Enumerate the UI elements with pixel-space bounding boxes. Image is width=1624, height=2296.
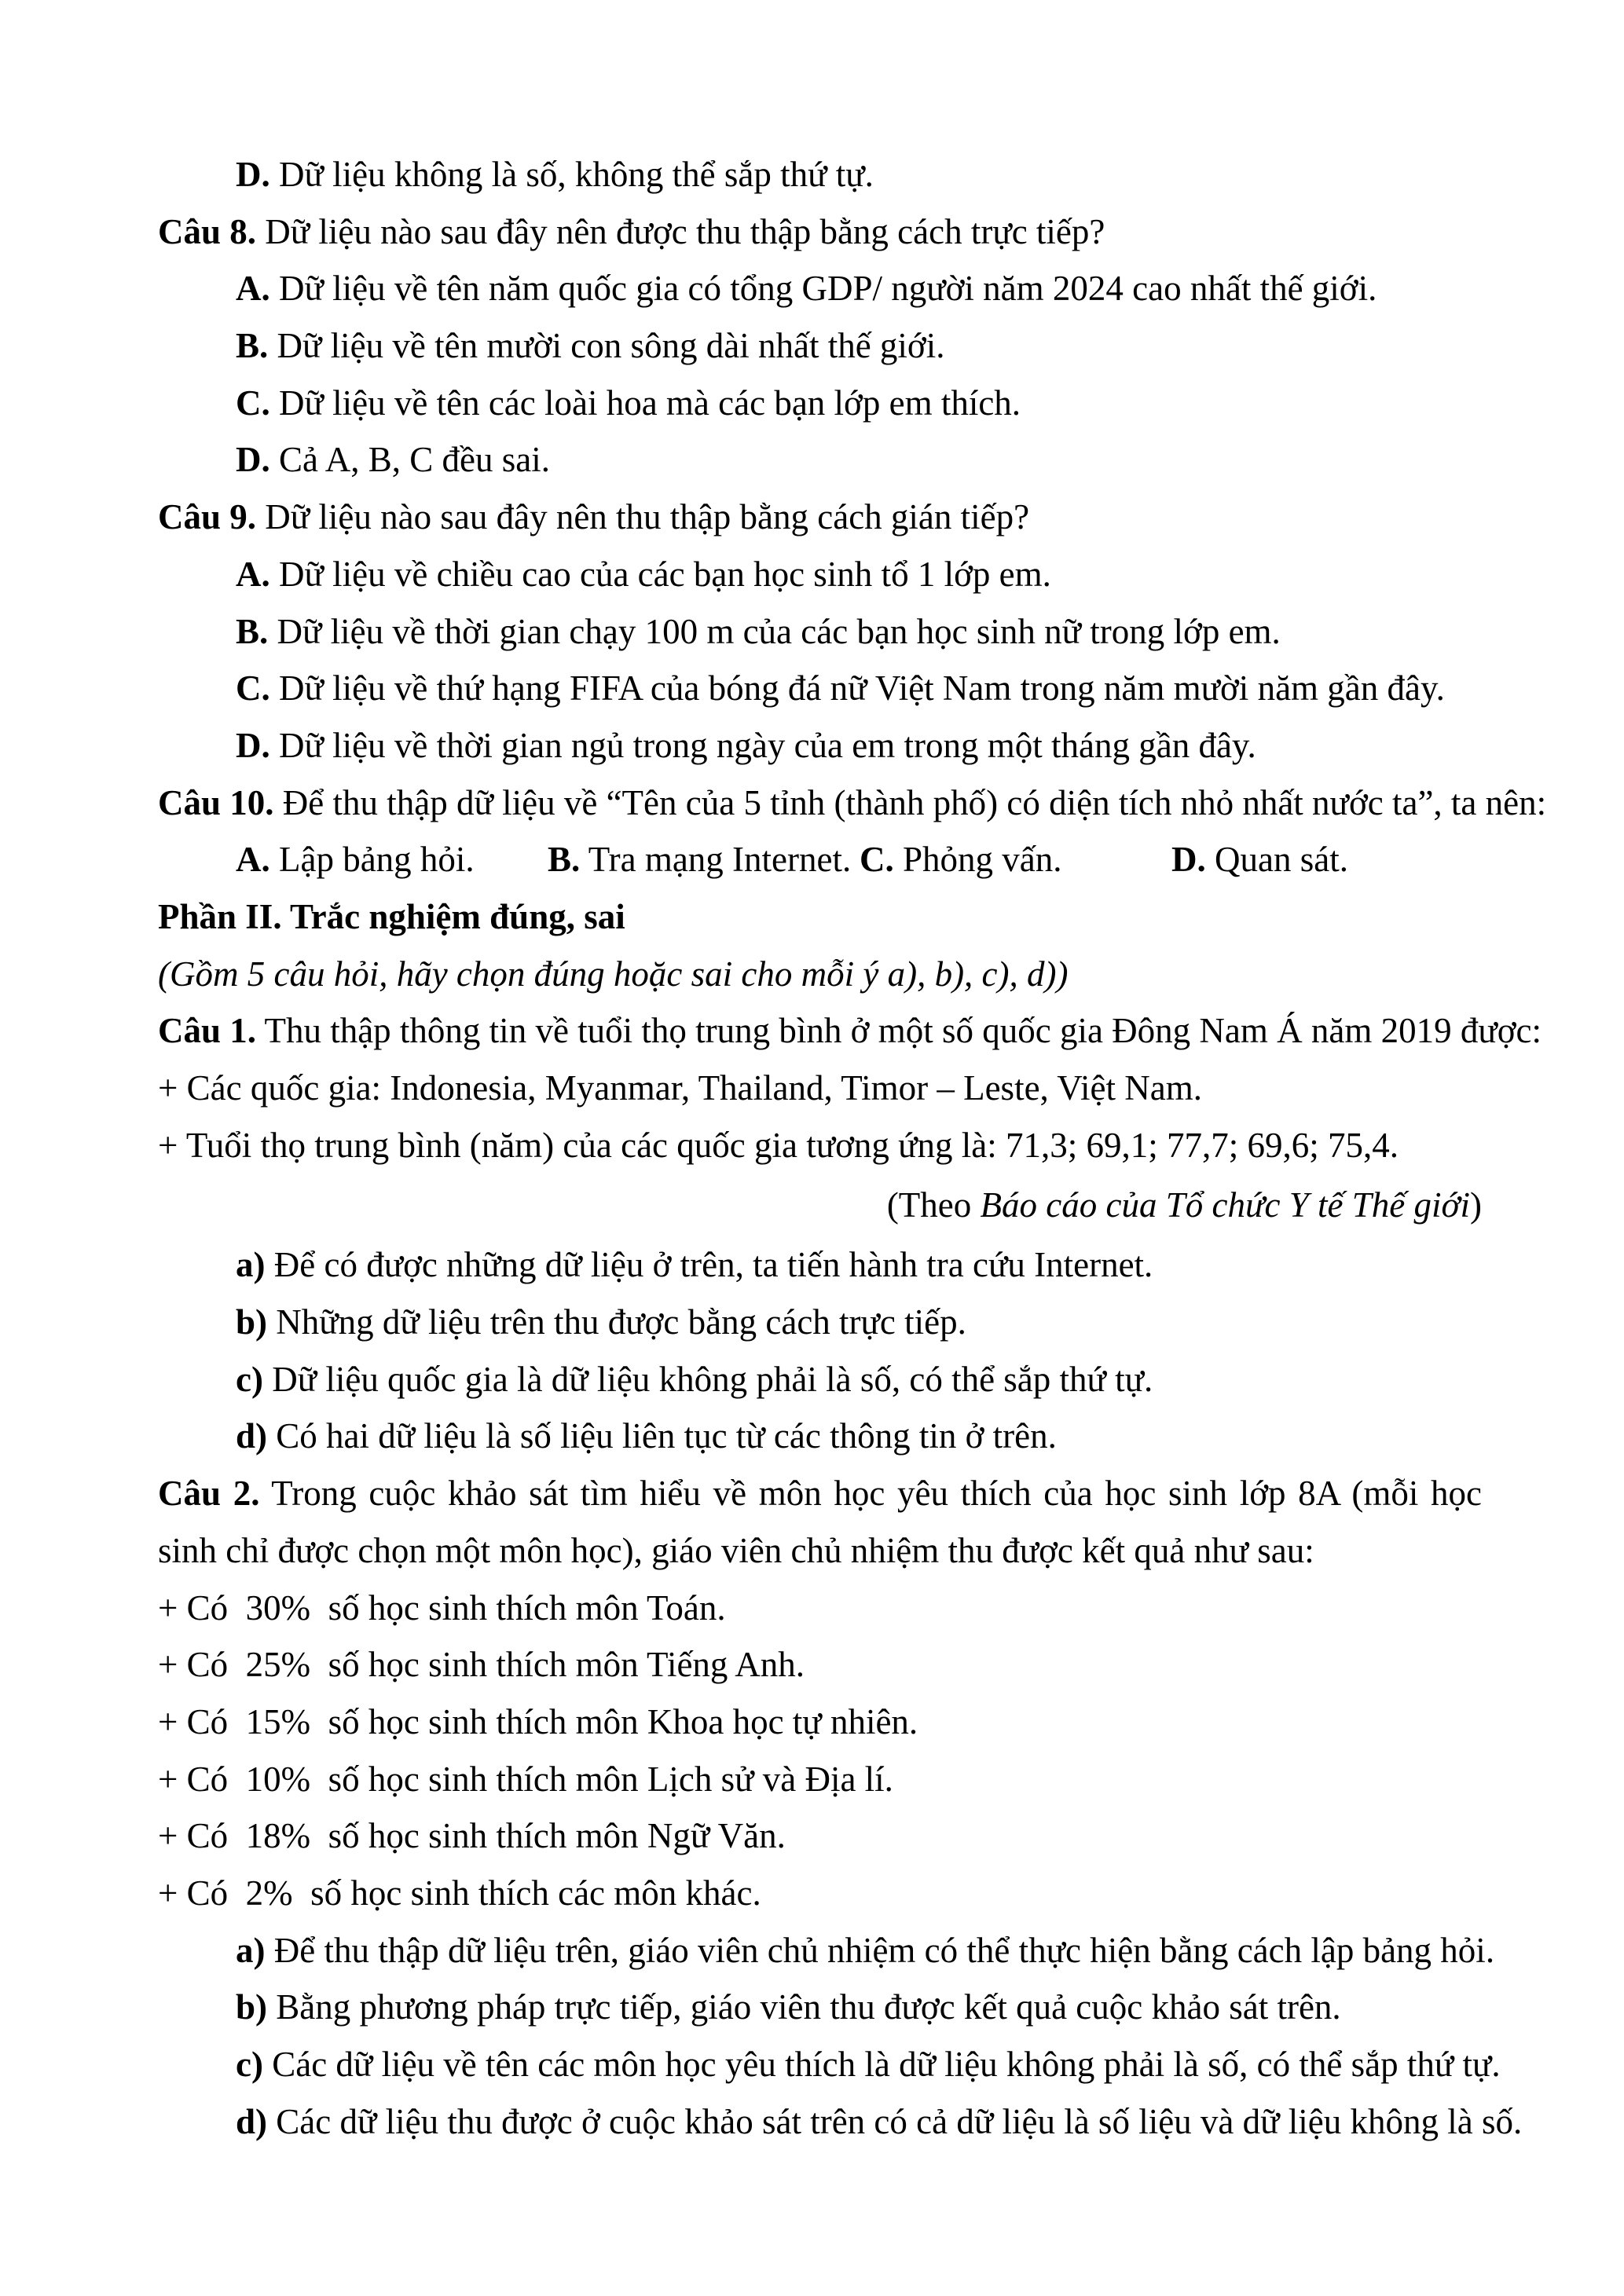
section-note: (Gồm 5 câu hỏi, hãy chọn đúng hoặc sai cho mỗi ý a), b), c), d)) — [158, 954, 1069, 994]
option-label: D. — [236, 725, 270, 765]
p2-question-1 — [158, 1002, 1542, 1060]
statement-b — [158, 1979, 1482, 2036]
statement-label: a) — [236, 1930, 266, 1970]
option-label: C. — [236, 668, 270, 709]
option-text: Lập bảng hỏi. — [269, 840, 475, 880]
statement-text: Những dữ liệu trên thu được bằng cách trực tiếp. — [267, 1302, 966, 1342]
statement-text: Các dữ liệu thu được ở cuộc khảo sát trên có cả dữ liệu là số liệu và dữ liệu không là số. — [267, 2101, 1523, 2141]
option-d — [158, 146, 1482, 203]
info-line: + Có 2% số học sinh thích các môn khác. — [158, 1873, 761, 1913]
statement-text: Các dữ liệu về tên các môn học yêu thích là dữ liệu không phải là số, có thể sắp thứ tự. — [262, 2045, 1501, 2085]
statement-text: Bằng phương pháp trực tiếp, giáo viên thu được kết quả cuộc khảo sát trên. — [267, 1987, 1341, 2027]
question-label: Câu 2. — [158, 1474, 260, 1514]
option-a — [236, 831, 548, 888]
statement-label: d) — [236, 2101, 268, 2141]
option-a — [158, 260, 1482, 317]
option-c — [158, 375, 1482, 432]
option-label: A. — [236, 554, 270, 594]
option-text: Phỏng vấn. — [893, 840, 1062, 880]
option-label: D. — [1171, 840, 1206, 880]
statement-text: Để thu thập dữ liệu trên, giáo viên chủ nhiệm có thể thực hiện bằng cách lập bảng hỏi. — [265, 1930, 1495, 1970]
question-10 — [158, 774, 1547, 832]
question-label: Câu 10. — [158, 782, 274, 822]
info-line: + Có 30% số học sinh thích môn Toán. — [158, 1587, 726, 1628]
statement-label: b) — [236, 1987, 268, 2027]
option-label: A. — [236, 840, 270, 880]
option-text: Cả A, B, C đều sai. — [269, 440, 550, 480]
option-label: C. — [236, 383, 270, 423]
option-c — [158, 660, 1482, 717]
info-line: + Tuổi thọ trung bình (năm) của các quốc gia tương ứng là: 71,3; 69,1; 77,7; 69,6; 75,4. — [158, 1125, 1399, 1165]
option-d — [158, 431, 1482, 489]
option-a — [158, 546, 1482, 603]
option-text: Dữ liệu về chiều cao của các bạn học sinh tổ 1 lớp em. — [269, 554, 1051, 594]
option-label: D. — [236, 155, 270, 194]
option-text: Dữ liệu về tên mười con sông dài nhất thế giới. — [268, 326, 945, 366]
info-line: + Các quốc gia: Indonesia, Myanmar, Thailand, Timor – Leste, Việt Nam. — [158, 1068, 1202, 1108]
option-text: Dữ liệu về thứ hạng FIFA của bóng đá nữ Việt Nam trong năm mười năm gần đây. — [269, 668, 1445, 709]
question-label: Câu 8. — [158, 211, 257, 251]
option-label: B. — [236, 326, 269, 366]
question-text: Trong cuộc khảo sát tìm hiểu về môn học yêu thích của học sinh lớp 8A (mỗi học sinh chỉ được chọn một môn học), giáo viên chủ nhiệm thu được kết quả như sau: — [158, 1474, 1482, 1570]
source-pre: (Theo — [886, 1185, 981, 1225]
statement-d — [158, 1408, 1482, 1465]
document-page — [158, 146, 1547, 2150]
question-text: Để thu thập dữ liệu về “Tên của 5 tỉnh (thành phố) có diện tích nhỏ nhất nước ta”, ta nên: — [273, 782, 1547, 822]
statement-a — [158, 1236, 1482, 1294]
option-b — [158, 603, 1482, 661]
option-text: Tra mạng Internet. — [580, 840, 852, 880]
question-text: Thu thập thông tin về tuổi thọ trung bình ở một số quốc gia Đông Nam Á năm 2019 được: — [256, 1011, 1542, 1051]
option-c — [860, 831, 1171, 888]
option-text: Quan sát. — [1205, 840, 1348, 880]
info-line: + Có 10% số học sinh thích môn Lịch sử và Địa lí. — [158, 1759, 893, 1799]
statement-b — [158, 1294, 1482, 1351]
options-row — [158, 831, 1482, 888]
info-line: + Có 18% số học sinh thích môn Ngữ Văn. — [158, 1816, 786, 1856]
question-label: Câu 9. — [158, 497, 257, 537]
option-label: B. — [236, 611, 269, 651]
statement-label: a) — [236, 1245, 266, 1285]
source-citation — [158, 1174, 1482, 1236]
option-d — [1171, 831, 1348, 888]
info-line: + Có 25% số học sinh thích môn Tiếng Anh. — [158, 1645, 805, 1685]
option-b — [548, 831, 860, 888]
question-text: Dữ liệu nào sau đây nên thu thập bằng cách gián tiếp? — [256, 497, 1030, 537]
option-text: Dữ liệu về tên các loài hoa mà các bạn lớp em thích. — [269, 383, 1021, 423]
option-label: D. — [236, 440, 270, 480]
question-9 — [158, 489, 1482, 546]
statement-d — [158, 2093, 1523, 2151]
question-text: Dữ liệu nào sau đây nên được thu thập bằng cách trực tiếp? — [256, 211, 1105, 251]
statement-text: Để có được những dữ liệu ở trên, ta tiến hành tra cứu Internet. — [265, 1245, 1153, 1285]
statement-c — [158, 2036, 1501, 2093]
statement-text: Dữ liệu quốc gia là dữ liệu không phải là số, có thể sắp thứ tự. — [262, 1359, 1153, 1399]
option-label: B. — [548, 840, 581, 880]
source-title: Báo cáo của Tổ chức Y tế Thế giới — [980, 1185, 1470, 1225]
statement-a — [158, 1922, 1495, 1979]
question-8 — [158, 203, 1482, 261]
info-line: + Có 15% số học sinh thích môn Khoa học tự nhiên. — [158, 1701, 918, 1741]
statement-label: c) — [236, 2045, 263, 2085]
section-title: Phần II. Trắc nghiệm đúng, sai — [158, 896, 625, 936]
option-label: A. — [236, 269, 270, 309]
statement-text: Có hai dữ liệu là số liệu liên tục từ các thông tin ở trên. — [267, 1416, 1057, 1456]
option-label: C. — [860, 840, 894, 880]
option-text: Dữ liệu về thời gian chạy 100 m của các bạn học sinh nữ trong lớp em. — [268, 611, 1281, 651]
statement-c — [158, 1351, 1482, 1408]
option-text: Dữ liệu không là số, không thể sắp thứ tự. — [269, 155, 874, 194]
statement-label: c) — [236, 1359, 263, 1399]
option-b — [158, 317, 1482, 375]
statement-label: d) — [236, 1416, 268, 1456]
p2-question-2 — [158, 1465, 1482, 1579]
option-d — [158, 717, 1482, 774]
question-label: Câu 1. — [158, 1011, 257, 1051]
source-post: ) — [1470, 1185, 1482, 1225]
option-text: Dữ liệu về tên năm quốc gia có tổng GDP/ người năm 2024 cao nhất thế giới. — [269, 269, 1377, 309]
option-text: Dữ liệu về thời gian ngủ trong ngày của em trong một tháng gần đây. — [269, 725, 1256, 765]
statement-label: b) — [236, 1302, 268, 1342]
